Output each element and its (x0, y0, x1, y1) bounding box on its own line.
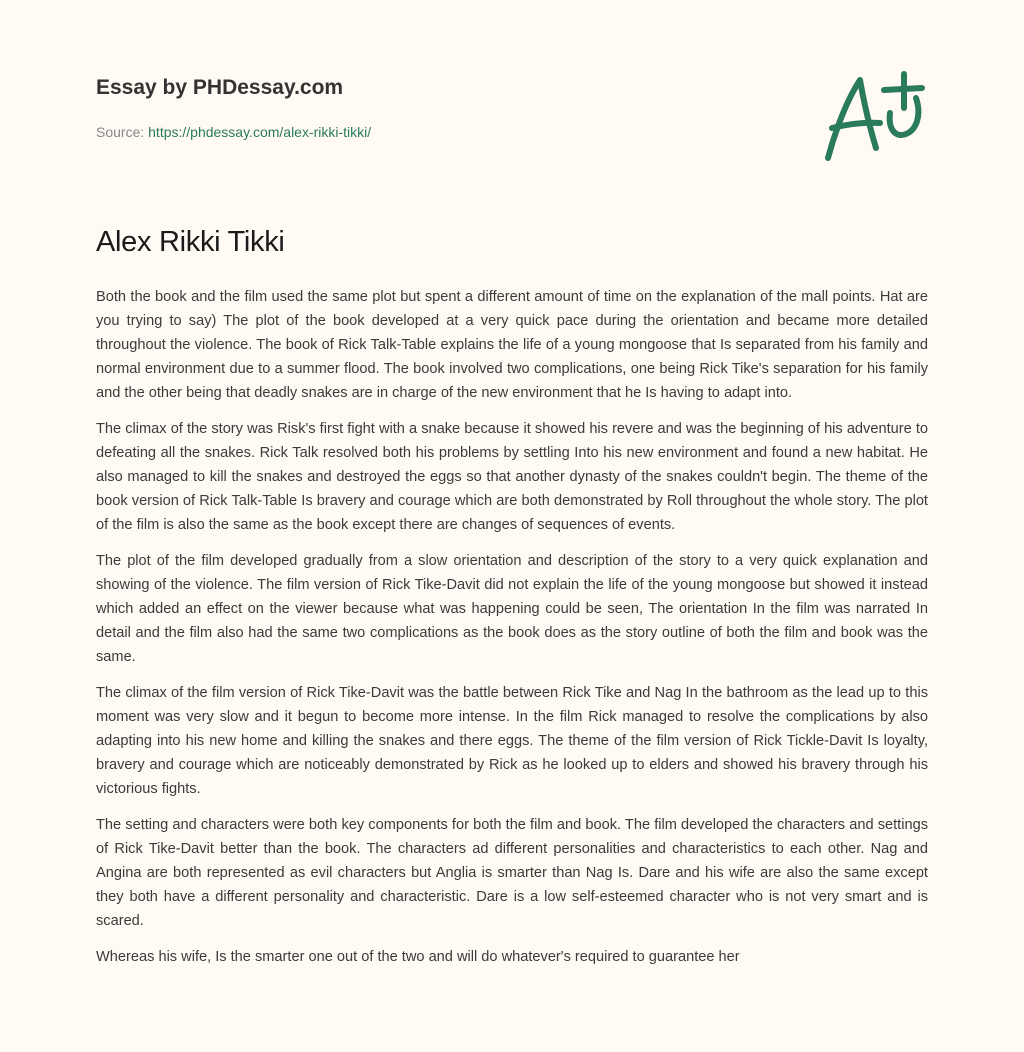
paragraph: The climax of the story was Risk's first fight with a snake because it showed his revere and was the beginning of his adventure to defeating all the snakes. Rick Talk resolved both his problems by settling Into his new environment and found a new habitat. He also managed to kill the snakes and destroyed the eggs so that another dynasty of the snakes couldn't begin. The theme of the book version of Rick Talk-Table Is bravery and courage which are both demonstrated by Roll throughout the whole story. The plot of the film is also the same as the book except there are changes of sequences of events. (96, 421, 928, 533)
source-label: Source: (96, 124, 145, 140)
site-brand: Essay by PHDessay.com (96, 76, 344, 99)
paragraph: Both the book and the film used the same plot but spent a different amount of time on the explanation of the mall points. Hat are you trying to say) The plot of the book developed at a very quick pace during the orientation and became more detailed throughout the violence. The book of Rick Talk-Table explains the life of a young mongoose that Is separated from his family and normal environment due to a summer flood. The book involved two complications, one being Rick Tike's separation for his family and the other being that deadly snakes are in charge of the new environment that he Is having to adapt into. (96, 289, 928, 401)
a-plus-logo-icon (818, 68, 928, 168)
page-title: Alex Rikki Tikki (96, 226, 285, 258)
paragraph: The setting and characters were both key components for both the film and book. The film developed the characters and settings of Rick Tike-Davit better than the book. The characters ad different personalities and characteristics to each other. Nag and Angina are both represented as evil characters but Anglia is smarter than Nag Is. Dare and his wife are also the same except they both have a different personality and characteristic. Dare is a low self-esteemed character who is not very smart and is scared. (96, 817, 928, 929)
source-link[interactable]: https://phdessay.com/alex-rikki-tikki/ (148, 124, 372, 140)
source-line (96, 124, 371, 140)
essay-body (96, 285, 928, 981)
paragraph: Whereas his wife, Is the smarter one out of the two and will do whatever's required to guarantee her (96, 949, 740, 965)
paragraph: The plot of the film developed gradually from a slow orientation and description of the story to a very quick explanation and showing of the violence. The film version of Rick Tike-Davit did not explain the life of the young mongoose but showed it instead which added an effect on the viewer because what was happening could be seen, The orientation In the film was narrated In detail and the film also had the same two complications as the book does as the story outline of both the film and book was the same. (96, 553, 928, 665)
paragraph: The climax of the film version of Rick Tike-Davit was the battle between Rick Tike and Nag In the bathroom as the lead up to this moment was very slow and it begun to become more intense. In the film Rick managed to resolve the complications by also adapting into his new home and killing the snakes and there eggs. The theme of the film version of Rick Tickle-Davit Is loyalty, bravery and courage which are noticeably demonstrated by Rick as he looked up to elders and showed his bravery through his victorious fights. (96, 685, 928, 797)
